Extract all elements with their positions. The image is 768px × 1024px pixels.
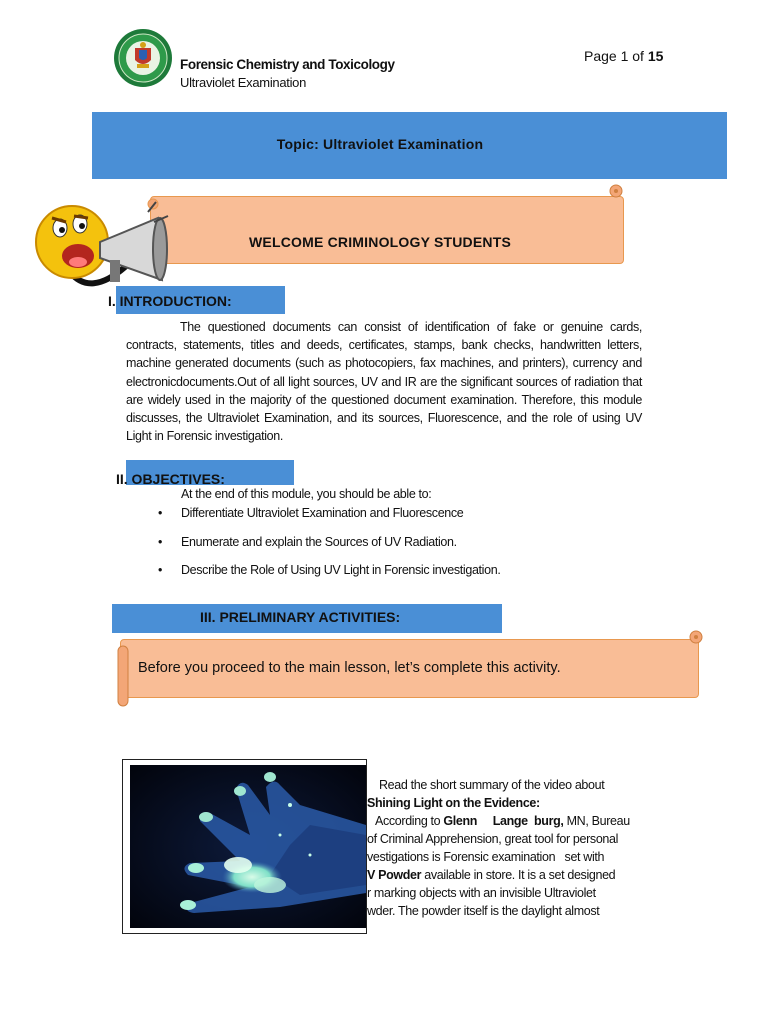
summary-line: Read the short summary of the video about <box>379 778 605 792</box>
introduction-paragraph: The questioned documents can consist of identification of fake or genuine cards, contracts, statements, titles and deeds, certificates, stamps, bank checks, handwritten letters, machine generated documents (such as photocopiers, fax machines, and printers), currency and electronicdocuments.Out of all light sources, UV and IR are the significant sources of radiation that are widely used in the majority of the questioned document examination. Therefore, this module discusses, the Ultraviolet Examination, and its sources, Fluorescence, and the role of using UV Light in Forensic investigation. <box>126 320 642 444</box>
bullet-icon: • <box>158 535 163 549</box>
summary-line: of Criminal Apprehension, great tool for personal <box>367 832 619 846</box>
summary-line <box>375 814 630 828</box>
summary-text: MN, Bureau <box>563 814 630 828</box>
header-subtitle: Ultraviolet Examination <box>180 75 307 90</box>
bullet-icon: • <box>158 506 163 520</box>
introduction-heading: I. INTRODUCTION: <box>108 293 232 309</box>
uv-hand-image <box>130 765 366 928</box>
scroll-top-curl <box>606 183 626 203</box>
activity-scroll-banner <box>120 639 699 698</box>
page-total: 15 <box>647 48 664 64</box>
summary-text: According to <box>375 814 444 828</box>
objective-text: Differentiate Ultraviolet Examination and Fluorescence <box>181 506 464 520</box>
megaphone-cartoon-icon <box>30 172 170 302</box>
objective-text: Describe the Role of Using UV Light in Forensic investigation. <box>181 563 501 577</box>
scroll-left-curl <box>112 640 132 712</box>
summary-text: available in store. It is a set designed <box>421 868 616 882</box>
summary-line <box>367 868 615 882</box>
summary-video-title: Shining Light on the Evidence: <box>367 796 540 810</box>
page-label: Page 1 of <box>584 48 644 64</box>
topic-title: Topic: Ultraviolet Examination <box>276 136 484 152</box>
person-name: Glenn Lange burg, <box>443 814 564 828</box>
summary-line: vestigations is Forensic examination set with <box>367 850 605 864</box>
objective-text: Enumerate and explain the Sources of UV Radiation. <box>181 535 457 549</box>
welcome-heading: WELCOME CRIMINOLOGY STUDENTS <box>249 234 512 250</box>
topic-banner <box>92 112 727 179</box>
product-name: V Powder <box>367 868 422 882</box>
objectives-lead: At the end of this module, you should be able to: <box>181 487 432 501</box>
scroll-top-curl <box>686 628 706 648</box>
seal-logo-icon <box>113 28 173 88</box>
header-title: Forensic Chemistry and Toxicology <box>180 57 395 72</box>
page-number <box>584 48 663 64</box>
activity-instruction: Before you proceed to the main lesson, let’s complete this activity. <box>138 660 561 676</box>
welcome-scroll-banner <box>150 196 624 264</box>
bullet-icon: • <box>158 563 163 577</box>
summary-line: r marking objects with an invisible Ultraviolet <box>367 886 596 900</box>
objectives-heading: II. OBJECTIVES: <box>116 471 225 487</box>
preliminary-heading: III. PRELIMINARY ACTIVITIES: <box>200 609 401 625</box>
summary-line: wder. The powder itself is the daylight almost <box>367 904 600 918</box>
